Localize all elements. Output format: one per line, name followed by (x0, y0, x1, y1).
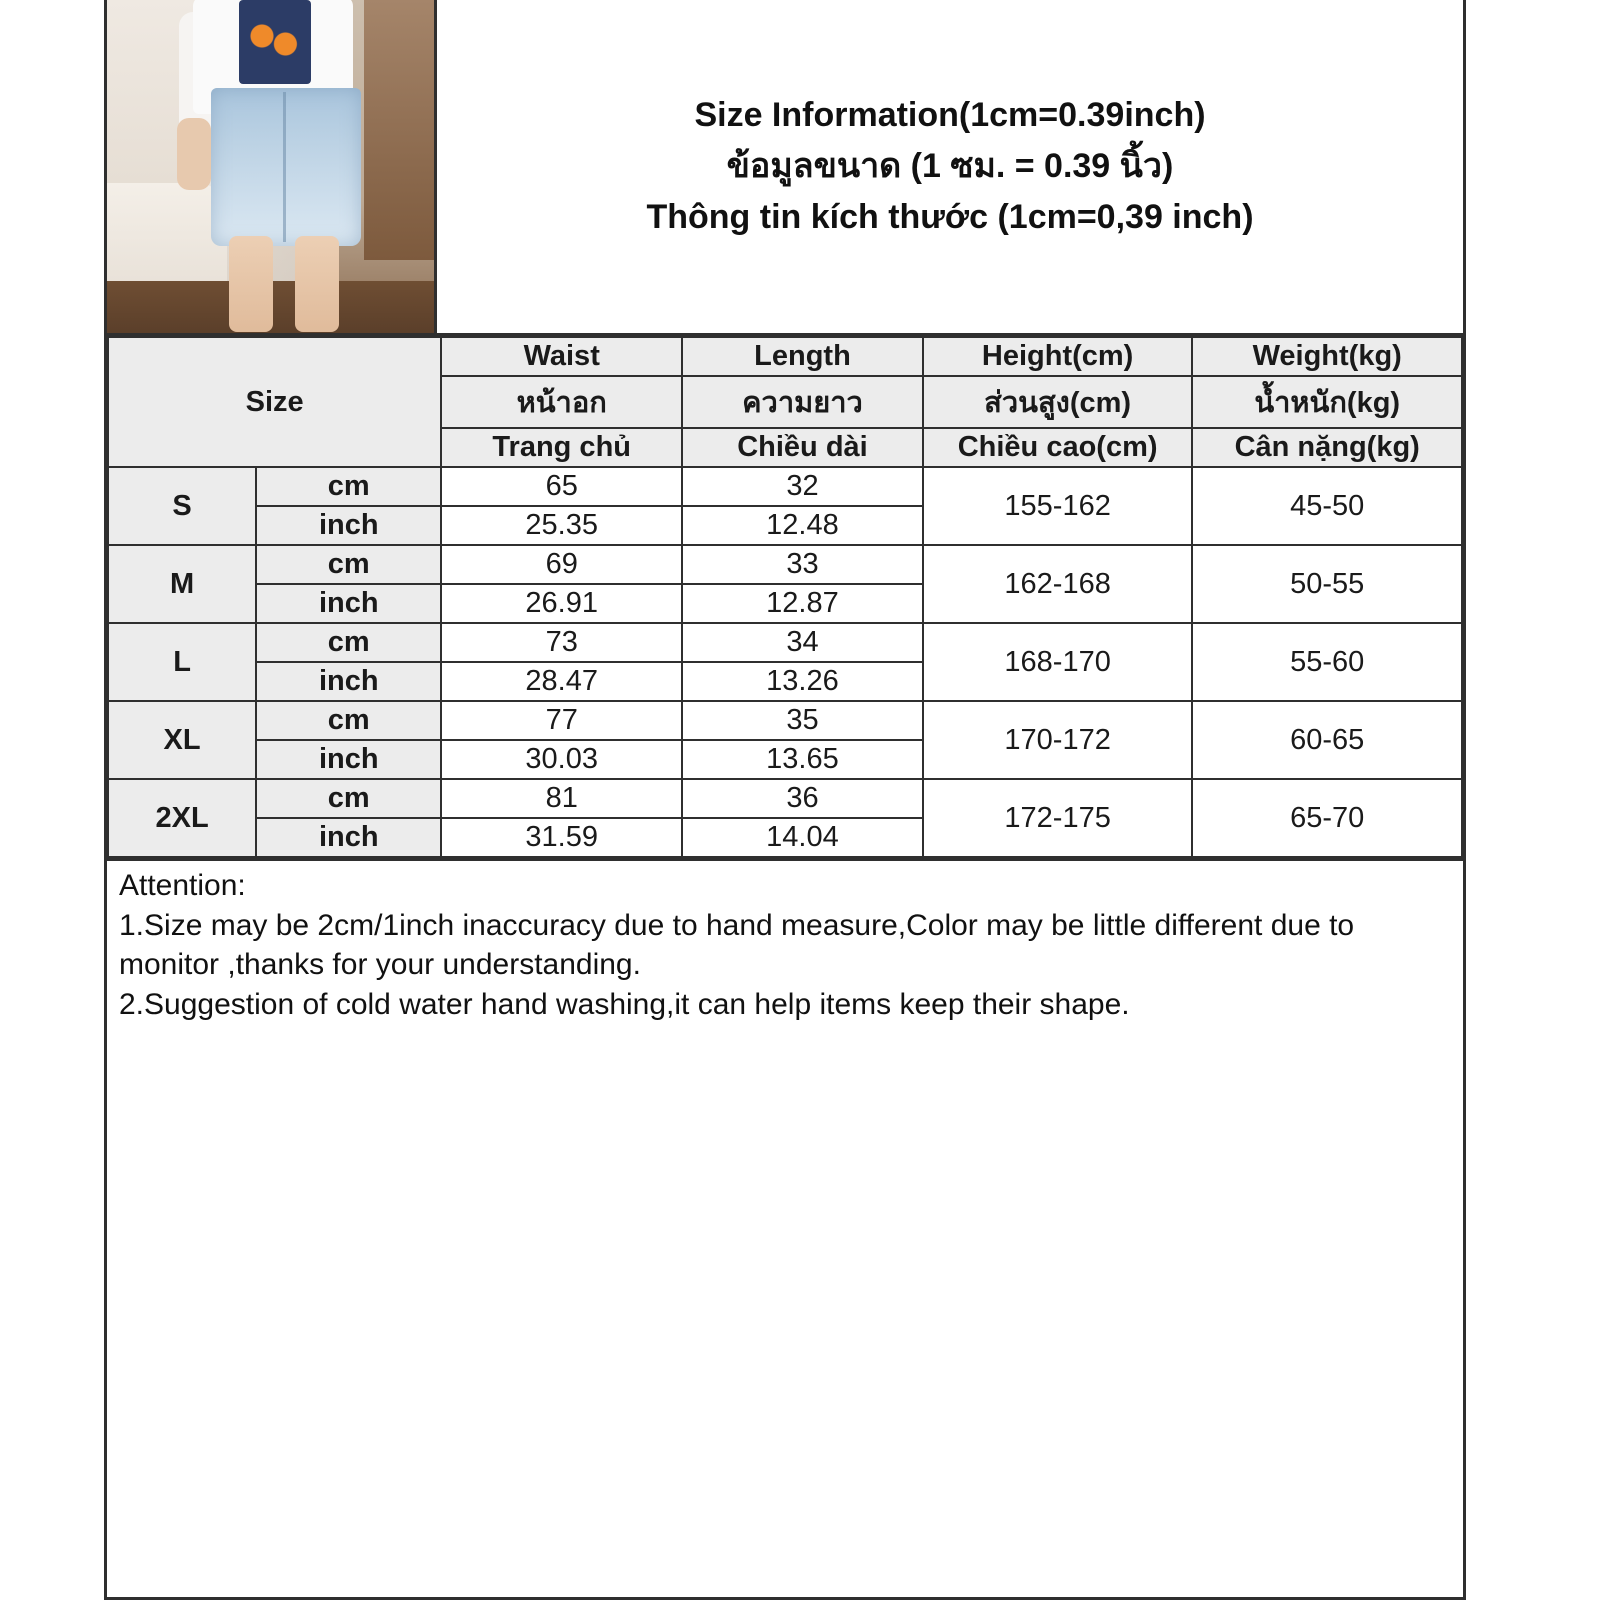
size-header-cell: Size (108, 337, 441, 467)
table-row (108, 779, 1462, 818)
xxl-waist-cm: 81 (441, 779, 682, 818)
unit-cm: cm (256, 467, 441, 506)
photo-shorts-seam (283, 92, 286, 242)
xl-waist-cm: 77 (441, 701, 682, 740)
s-height: 155-162 (923, 467, 1193, 545)
table-row (108, 545, 1462, 584)
col-header-length-th: ความยาว (682, 376, 923, 428)
xl-height: 170-172 (923, 701, 1193, 779)
title-thai: ข้อมูลขนาด (1 ซม. = 0.39 นิ้ว) (726, 146, 1174, 185)
unit-cm: cm (256, 701, 441, 740)
xl-waist-inch: 30.03 (441, 740, 682, 779)
xxl-length-inch: 14.04 (682, 818, 923, 857)
xxl-height: 172-175 (923, 779, 1193, 857)
row-size-l: L (108, 623, 256, 701)
col-header-waist-en: Waist (441, 337, 682, 376)
m-weight: 50-55 (1192, 545, 1462, 623)
s-weight: 45-50 (1192, 467, 1462, 545)
s-waist-cm: 65 (441, 467, 682, 506)
xl-length-cm: 35 (682, 701, 923, 740)
l-weight: 55-60 (1192, 623, 1462, 701)
m-height: 162-168 (923, 545, 1193, 623)
table-header-row-en (108, 337, 1462, 376)
l-waist-cm: 73 (441, 623, 682, 662)
unit-cm: cm (256, 779, 441, 818)
s-waist-inch: 25.35 (441, 506, 682, 545)
attention-heading: Attention: (119, 869, 246, 902)
col-header-waist-vi: Trang chủ (441, 428, 682, 467)
col-header-height-en: Height(cm) (923, 337, 1193, 376)
unit-inch: inch (256, 740, 441, 779)
size-chart-sheet (104, 0, 1466, 1600)
attention-block (107, 858, 1463, 1597)
unit-inch: inch (256, 584, 441, 623)
attention-line-2: 2.Suggestion of cold water hand washing,it can help items keep their shape. (119, 988, 1130, 1022)
photo-arm (177, 118, 211, 190)
xl-weight: 60-65 (1192, 701, 1462, 779)
row-size-2xl: 2XL (108, 779, 256, 857)
photo-denim-shorts (211, 88, 361, 246)
col-header-height-vi: Chiều cao(cm) (923, 428, 1193, 467)
col-header-weight-vi: Cân nặng(kg) (1192, 428, 1462, 467)
row-size-xl: XL (108, 701, 256, 779)
size-table (107, 336, 1463, 858)
l-length-inch: 13.26 (682, 662, 923, 701)
photo-tshirt-dots (249, 22, 301, 62)
unit-inch: inch (256, 506, 441, 545)
title-block (437, 0, 1463, 333)
m-length-cm: 33 (682, 545, 923, 584)
header-band (107, 0, 1463, 336)
col-header-weight-en: Weight(kg) (1192, 337, 1462, 376)
s-length-inch: 12.48 (682, 506, 923, 545)
col-header-length-en: Length (682, 337, 923, 376)
unit-inch: inch (256, 818, 441, 857)
unit-inch: inch (256, 662, 441, 701)
col-header-waist-th: หน้าอก (441, 376, 682, 428)
col-header-length-vi: Chiều dài (682, 428, 923, 467)
s-length-cm: 32 (682, 467, 923, 506)
col-header-height-th: ส่วนสูง(cm) (923, 376, 1193, 428)
product-photo (107, 0, 437, 333)
xxl-waist-inch: 31.59 (441, 818, 682, 857)
unit-cm: cm (256, 623, 441, 662)
m-waist-cm: 69 (441, 545, 682, 584)
photo-leg-right (295, 236, 339, 332)
unit-cm: cm (256, 545, 441, 584)
attention-line-1: 1.Size may be 2cm/1inch inaccuracy due to hand measure,Color may be little different due to monitor ,thanks for your understanding. (119, 909, 1355, 981)
table-row (108, 701, 1462, 740)
m-waist-inch: 26.91 (441, 584, 682, 623)
xxl-weight: 65-70 (1192, 779, 1462, 857)
photo-leg-left (229, 236, 273, 332)
col-header-weight-th: น้ำหนัก(kg) (1192, 376, 1462, 428)
table-row (108, 467, 1462, 506)
photo-door (364, 0, 434, 260)
table-row (108, 623, 1462, 662)
l-height: 168-170 (923, 623, 1193, 701)
xl-length-inch: 13.65 (682, 740, 923, 779)
l-length-cm: 34 (682, 623, 923, 662)
m-length-inch: 12.87 (682, 584, 923, 623)
title-english: Size Information(1cm=0.39inch) (694, 95, 1206, 134)
photo-background (107, 0, 434, 333)
title-vietnamese: Thông tin kích thước (1cm=0,39 inch) (646, 198, 1254, 237)
row-size-s: S (108, 467, 256, 545)
row-size-m: M (108, 545, 256, 623)
xxl-length-cm: 36 (682, 779, 923, 818)
l-waist-inch: 28.47 (441, 662, 682, 701)
